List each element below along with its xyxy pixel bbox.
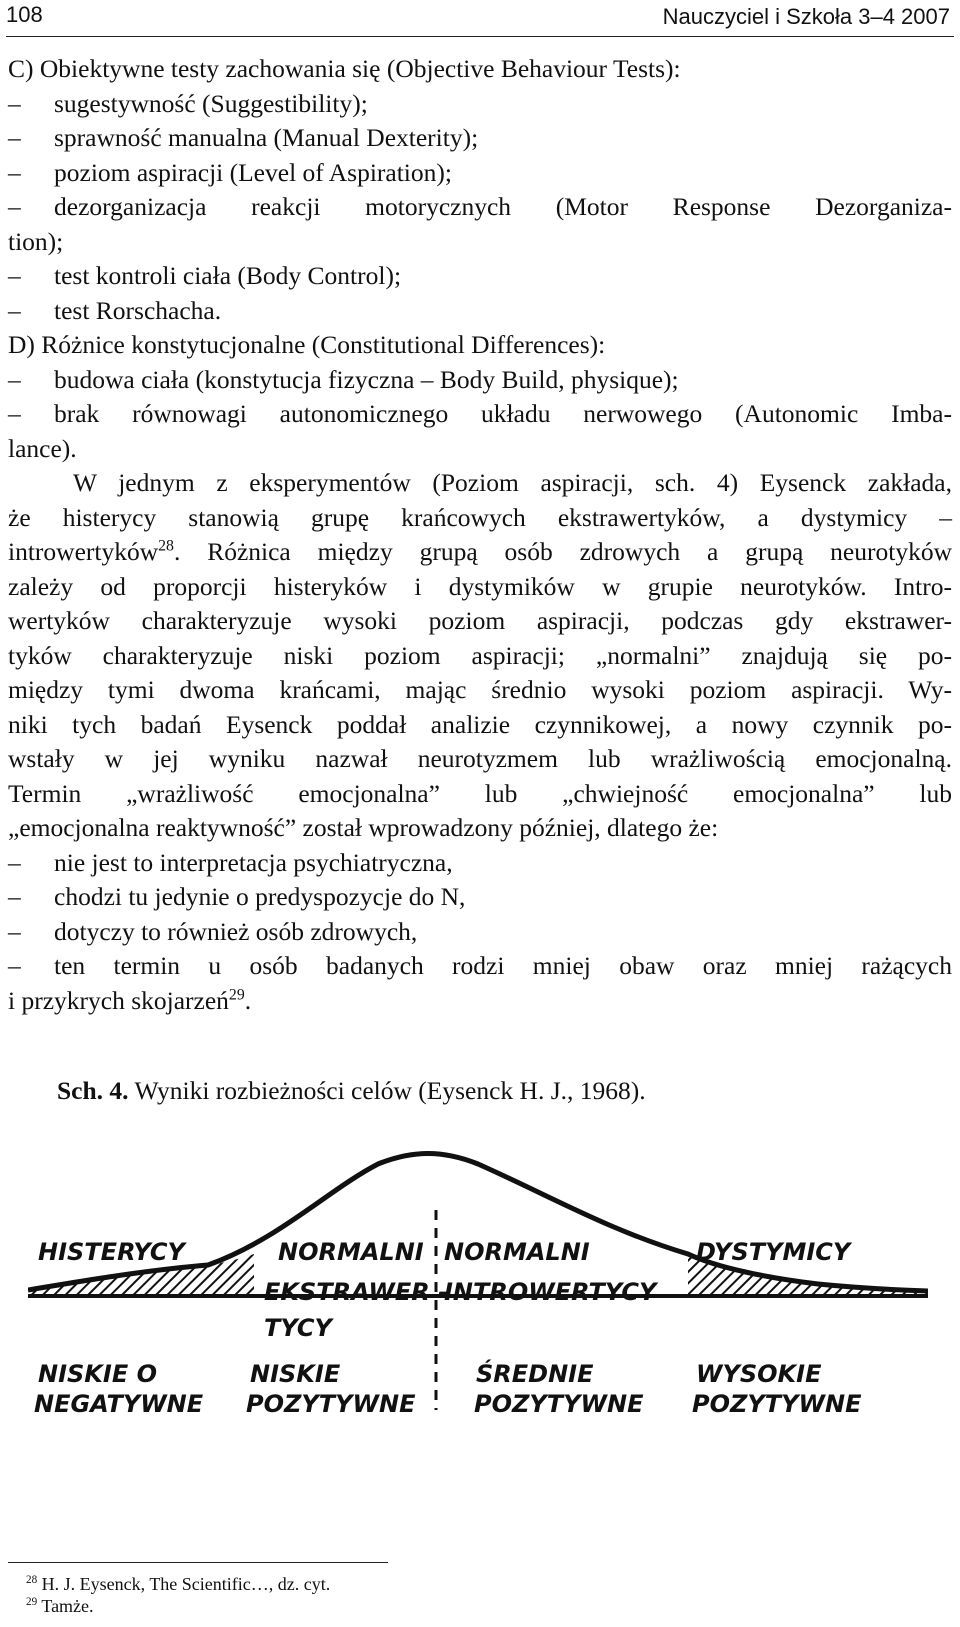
list-item: – test Rorschacha. [8, 294, 952, 329]
list-item-continuation: i przykrych skojarzeń$^{29}$. [8, 985, 252, 1015]
footnote-rule [8, 1562, 388, 1563]
paragraph-line: Termin „wrażliwość emocjonalna” lub „chwiejność emocjonalna” lub [8, 778, 952, 808]
normal-curve [28, 1154, 928, 1292]
dash-bullet: – [8, 399, 21, 428]
paragraph-line: introwertyków$^{28}$. Różnica między grupą osób zdrowych a grupą neurotyków [8, 537, 952, 566]
paragraph-line: tyków charakteryzuje niski poziom aspiracji; „normalni” znajdują się po- [8, 640, 952, 670]
caption-label: Sch. 4. [57, 1076, 129, 1105]
list-item: – ten termin u osób badanych rodzi mniej obaw oraz mniej rażących [8, 949, 952, 984]
label-pozytywne-3: POZYTYWNE [692, 1390, 862, 1418]
list-item: – dotyczy to również osób zdrowych, [8, 915, 952, 950]
label-srednie: ŚREDNIE [476, 1360, 594, 1388]
list-item: – budowa ciała (konstytucja fizyczna – Body Build, physique); [8, 363, 952, 398]
footnote-ref[interactable]: 28 [158, 537, 174, 555]
list-item: – chodzi tu jedynie o predyspozycje do N, [8, 880, 952, 915]
label-niskie-o: NISKIE O [38, 1360, 157, 1388]
dash-bullet: – [8, 88, 21, 118]
list-item: – poziom aspiracji (Level of Aspiration); [8, 156, 952, 191]
figure-caption [57, 1076, 646, 1106]
paragraph-line: że histerycy stanowią grupę krańcowych ekstrawertyków, a dystymicy – [8, 502, 952, 532]
footnote-29 [26, 1595, 330, 1617]
label-niskie: NISKIE [250, 1360, 341, 1388]
label-histerycy: HISTERYCY [38, 1238, 185, 1266]
page-number: 108 [6, 2, 43, 27]
dash-bullet: – [8, 295, 21, 325]
list-item: – sprawność manualna (Manual Dexterity); [8, 121, 952, 156]
dash-bullet: – [8, 882, 21, 911]
list-item: – brak równowagi autonomicznego układu nerwowego (Autonomic Imba- [8, 397, 952, 432]
label-pozytywne-1: POZYTYWNE [246, 1390, 416, 1418]
footnote-28 [26, 1573, 330, 1595]
label-ekstrawer: EKSTRAWER - [264, 1278, 449, 1306]
label-dystymicy: DYSTYMICY [696, 1238, 851, 1266]
paragraph-line: zależy od proporcji histeryków i dystymików w grupie neurotyków. Intro- [8, 571, 952, 601]
label-wysokie: WYSOKIE [696, 1360, 822, 1388]
dash-bullet: – [8, 192, 21, 221]
list-item: – test kontroli ciała (Body Control); [8, 259, 952, 294]
list-item-continuation: lance). [8, 433, 77, 463]
footnote-number: 28 [26, 1574, 38, 1586]
body-text [8, 52, 952, 1018]
running-header [6, 0, 954, 37]
label-normalni-left: NORMALNI [278, 1238, 424, 1266]
paragraph-line: wstały w jej wyniku nazwał neurotyzmem lub wrażliwością emocjonalną. [8, 744, 952, 773]
paragraph-line: niki tych badań Eysenck poddał analizie czynnikowej, a nowy czynnik po- [8, 709, 952, 739]
footnote-number: 29 [26, 1596, 38, 1608]
footnote-text: Tamże. [37, 1596, 94, 1616]
dash-bullet: – [8, 951, 21, 980]
label-negatywne: NEGATYWNE [34, 1390, 204, 1418]
dash-bullet: – [8, 916, 21, 946]
section-d-heading: D) Różnice konstytucjonalne (Constitutional Differences): [8, 330, 606, 359]
paragraph-line: między tymi dwoma krańcami, mając średnio wysoki poziom aspiracji. Wy- [8, 675, 952, 704]
label-introwertycy: INTROWERTYCY [444, 1278, 657, 1306]
footnotes [26, 1573, 330, 1617]
label-tycy: TYCY [264, 1314, 332, 1342]
paragraph-line: W jednym z eksperymentów (Poziom aspiracji, sch. 4) Eysenck zakłada, [72, 468, 952, 497]
dash-bullet: – [8, 123, 21, 152]
label-pozytywne-2: POZYTYWNE [474, 1390, 644, 1418]
list-item-continuation: tion); [8, 226, 64, 256]
list-item: – sugestywność (Suggestibility); [8, 87, 952, 122]
list-item: – nie jest to interpretacja psychiatryczna, [8, 846, 952, 881]
paragraph-line: „emocjonalna reaktywność” został wprowadzony później, dlatego że: [8, 813, 719, 842]
footnote-ref[interactable]: 29 [228, 986, 245, 1003]
dash-bullet: – [8, 847, 21, 877]
dash-bullet: – [8, 157, 21, 187]
distribution-figure [28, 1150, 928, 1480]
list-item: – dezorganizacja reakcji motorycznych (Motor Response Dezorganiza- [8, 190, 952, 225]
footnote-text: H. J. Eysenck, The Scientific…, dz. cyt. [37, 1574, 331, 1594]
section-c-heading: C) Obiektywne testy zachowania się (Objective Behaviour Tests): [8, 54, 681, 83]
journal-title: Nauczyciel i Szkoła 3–4 2007 [662, 4, 950, 29]
dash-bullet: – [8, 364, 21, 394]
caption-text: Wyniki rozbieżności celów (Eysenck H. J., 1968). [128, 1076, 646, 1105]
label-normalni-right: NORMALNI [444, 1238, 590, 1266]
dash-bullet: – [8, 261, 21, 290]
paragraph-line: wertyków charakteryzuje wysoki poziom aspiracji, podczas gdy ekstrawer- [8, 606, 952, 635]
